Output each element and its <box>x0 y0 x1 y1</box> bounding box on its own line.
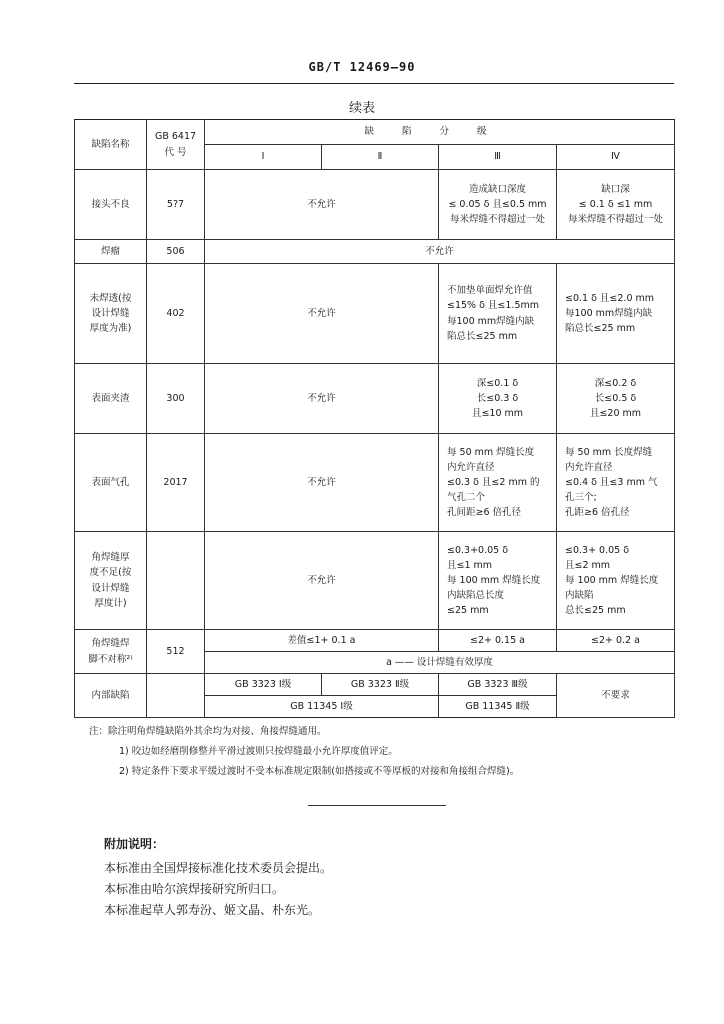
appendix-title: 附加说明： <box>104 837 165 851</box>
standard-code: GB/T 12469—90 <box>308 60 416 74</box>
code-header-line-2: 代 号 <box>164 146 187 158</box>
grade-1-2-value: 不允许 <box>205 364 439 434</box>
appendix-line: 本标准起草人郭寿汾、姬文晶、朴东光。 <box>104 903 321 917</box>
defect-code: 506 <box>147 240 205 264</box>
header-row-1 <box>75 120 675 145</box>
defect-name: 接头不良 <box>75 170 147 240</box>
defect-name: 表面气孔 <box>75 434 147 532</box>
table-row <box>75 532 675 630</box>
grade-3-value: GB 11345 Ⅱ级 <box>439 696 557 718</box>
grade-1-2-value: GB 11345 Ⅰ级 <box>205 696 439 718</box>
grade-4-value: 每 50 mm 长度焊缝 内允许直径 ≤0.4 δ 且≤3 mm 气 孔三个; 孔距≥6 倍孔径 <box>557 434 675 532</box>
grade-1-2-value: 不允许 <box>205 532 439 630</box>
note-main: 注：除注明角焊缝缺陷外其余均为对接、角接焊缝通用。 <box>89 726 327 737</box>
note-2: 2) 特定条件下要求平缓过渡时不受本标准规定限制(如搭接或不等厚板的对接和角接组合焊缝)。 <box>119 766 520 777</box>
defect-code: 5?7 <box>147 170 205 240</box>
defect-name: 未焊透(按 设计焊缝 厚度为准) <box>75 264 147 364</box>
grade-1-2-value: 不允许 <box>205 434 439 532</box>
grade-3-value: 深≤0.1 δ 长≤0.3 δ 且≤10 mm <box>439 364 557 434</box>
note-1: 1) 咬边如经磨削修整并平滑过渡则只按焊缝最小允许厚度值评定。 <box>119 746 398 757</box>
grade-3-value: 造成缺口深度 ≤ 0.05 δ 且≤0.5 mm 每米焊缝不得超过一处 <box>439 170 557 240</box>
grade-2-header: Ⅱ <box>322 145 439 170</box>
defect-code: 512 <box>147 630 205 674</box>
table-row <box>75 674 675 696</box>
defect-code <box>147 532 205 630</box>
grade-3-value: GB 3323 Ⅲ级 <box>439 674 557 696</box>
grade-1-2-value: 不允许 <box>205 264 439 364</box>
section-divider <box>308 805 446 806</box>
table-row <box>75 170 675 240</box>
table-row <box>75 434 675 532</box>
defect-name-header: 缺陷名称 <box>75 120 147 170</box>
grade-4-value: 不要求 <box>557 674 675 718</box>
grade-header: 缺陷分级 <box>205 120 675 145</box>
defect-name: 表面夹渣 <box>75 364 147 434</box>
grade-3-value: ≤2+ 0.15 a <box>439 630 557 652</box>
table-row <box>75 240 675 264</box>
grade-3-value: ≤0.3+0.05 δ 且≤1 mm 每 100 mm 焊缝长度 内缺陷总长度 ≤25 mm <box>439 532 557 630</box>
table-notes <box>89 722 689 782</box>
defect-name: 角焊缝焊 脚不对称²⁾ <box>75 630 147 674</box>
code-header-line-1: GB 6417 <box>154 131 197 143</box>
table-row <box>75 264 675 364</box>
grade-4-value: 缺口深 ≤ 0.1 δ ≤1 mm 每米焊缝不得超过一处 <box>557 170 675 240</box>
grade-4-header: Ⅳ <box>557 145 675 170</box>
grade-4-value: ≤0.1 δ 且≤2.0 mm 每100 mm焊缝内缺 陷总长≤25 mm <box>557 264 675 364</box>
defect-name: 角焊缝厚 度不足(按 设计焊缝 厚度计) <box>75 532 147 630</box>
grade-4-value: ≤0.3+ 0.05 δ 且≤2 mm 每 100 mm 焊缝长度 内缺陷 总长≤25 mm <box>557 532 675 630</box>
defect-name: 内部缺陷 <box>75 674 147 718</box>
appendix <box>104 834 664 921</box>
grade-1-value: GB 3323 Ⅰ级 <box>205 674 322 696</box>
grade-4-value: 深≤0.2 δ 长≤0.5 δ 且≤20 mm <box>557 364 675 434</box>
grade-3-value: 不加垫单面焊允许值 ≤15% δ 且≤1.5mm 每100 mm焊缝内缺 陷总长≤25 mm <box>439 264 557 364</box>
appendix-line: 本标准由全国焊接标准化技术委员会提出。 <box>104 861 333 875</box>
defect-grade-table <box>74 119 675 718</box>
table-row <box>75 630 675 652</box>
code-header <box>147 120 205 170</box>
defect-code: 300 <box>147 364 205 434</box>
grade-1-2-value: 不允许 <box>205 170 439 240</box>
appendix-line: 本标准由哈尔滨焊接研究所归口。 <box>104 882 285 896</box>
defect-code <box>147 674 205 718</box>
table-caption: 续表 <box>348 101 375 116</box>
defect-name: 焊瘤 <box>75 240 147 264</box>
table-row <box>75 364 675 434</box>
header-rule <box>74 83 674 84</box>
grade-1-header: Ⅰ <box>205 145 322 170</box>
grade-2-value: GB 3323 Ⅱ级 <box>322 674 439 696</box>
grade-3-value: 每 50 mm 焊缝长度 内允许直径 ≤0.3 δ 且≤2 mm 的 气孔二个 孔间距≥6 倍孔径 <box>439 434 557 532</box>
defect-code: 402 <box>147 264 205 364</box>
grade-1-2-value: 差值≤1+ 0.1 a <box>205 630 439 652</box>
grade-4-value: ≤2+ 0.2 a <box>557 630 675 652</box>
grade-3-header: Ⅲ <box>439 145 557 170</box>
all-grades-value: 不允许 <box>205 240 675 264</box>
defect-code: 2017 <box>147 434 205 532</box>
row-note: a —— 设计焊缝有效厚度 <box>205 652 675 674</box>
